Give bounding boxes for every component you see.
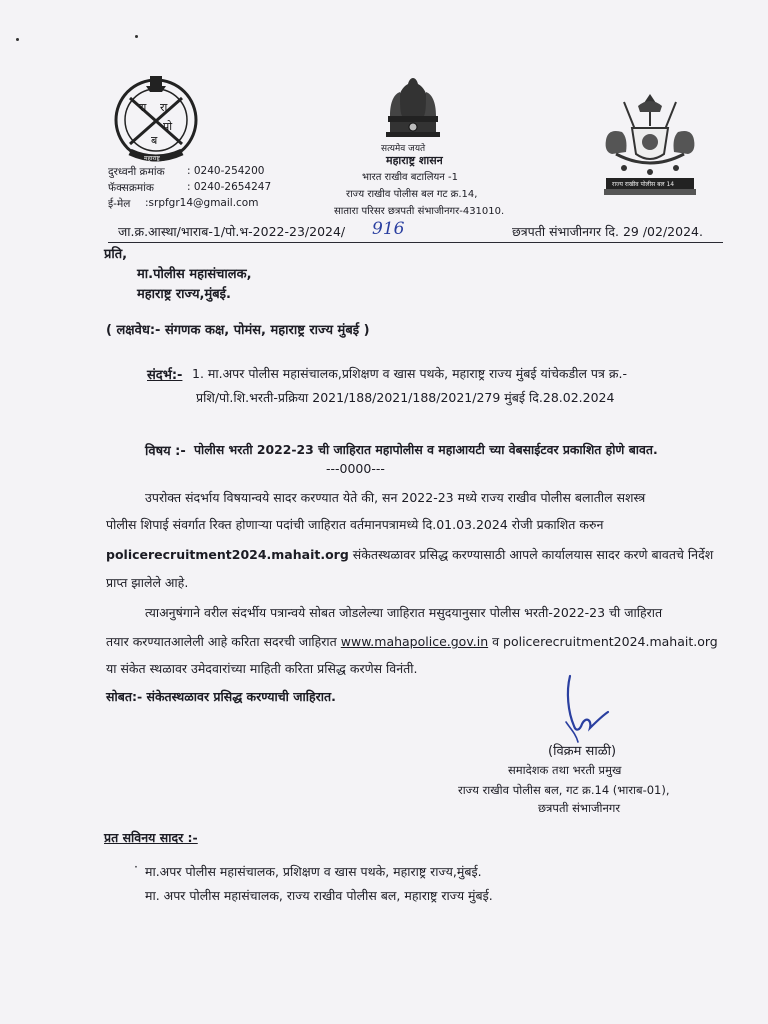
body-p2-line2	[106, 633, 718, 650]
copy-bullet: ·	[134, 859, 138, 874]
speck	[135, 35, 138, 38]
signatory-designation: समादेशक तथा भरती प्रमुख	[508, 763, 622, 777]
enclosure-label: सोबत:-	[106, 689, 143, 704]
contact-phone-label: दुरध्वनी क्रमांक	[108, 166, 165, 178]
recruitment-site-url: policerecruitment2024.mahait.org	[106, 547, 349, 562]
body-p1-line3	[106, 546, 713, 563]
addressee-line2: महाराष्ट्र राज्य,मुंबई.	[137, 287, 231, 302]
header-address: सातारा परिसर छत्रपती संभाजीनगर-431010.	[334, 206, 505, 217]
handwritten-dispatch-number: 916	[372, 219, 405, 239]
body-p2-line1: त्याअनुषंगाने वरील संदर्भीय पत्रान्वये सोबत जोडलेल्या जाहिरात मसुदयानुसार पोलीस भरती-2022-23 ची जाहिरात	[145, 605, 663, 620]
emblem-letter: रा	[160, 101, 168, 114]
subject-label: विषय :-	[145, 444, 186, 459]
signature-mark	[556, 672, 616, 752]
emblem-letter: रा	[139, 101, 147, 114]
subject-text: पोलीस भरती 2022-23 ची जाहिरात महापोलीस व महाआयटी च्या वेबसाईटवर प्रकाशित होणे बावत.	[194, 442, 658, 457]
header-unit: राज्य राखीव पोलीस बल गट क्र.14,	[346, 189, 478, 200]
body-p1-line4: प्राप्त झालेले आहे.	[106, 575, 189, 590]
reference-label: संदर्भ:-	[147, 368, 183, 383]
mahapolice-url: www.mahapolice.gov.in	[340, 634, 489, 649]
contact-email: :srpfgr14@gmail.com	[145, 197, 259, 209]
contact-fax-label: फॅक्सक्रमांक	[108, 182, 154, 194]
addressee-prati: प्रति,	[104, 247, 128, 262]
body-p1-line1: उपरोक्त संदर्भाय विषयान्वये सादर करण्यात येते की, सन 2022-23 मध्ये राज्य राखीव पोलीस बलातील सशस्त्र	[145, 490, 646, 505]
body-p2-line3: या संकेत स्थळावर उमेदवारांच्या माहिती करिता प्रसिद्ध करणेस विनंती.	[106, 661, 418, 676]
crest-banner-text: राज्य राखीव पोलीस बल 14	[612, 181, 675, 188]
emblem-ribbon-text: महाराष्ट्र	[144, 155, 160, 162]
signatory-place: छत्रपती संभाजीनगर	[538, 801, 621, 815]
reference-number: जा.क्र.आस्था/भाराब-1/पो.भ-2022-23/2024/	[118, 224, 346, 239]
header-motto: सत्यमेव जयते	[381, 144, 426, 154]
speck	[16, 38, 19, 41]
national-emblem-icon	[378, 72, 448, 142]
enclosure-line	[106, 688, 336, 705]
addressee-line1: मा.पोलीस महासंचालक,	[137, 267, 252, 282]
subject-separator: ---0000---	[326, 461, 385, 476]
place-date: छत्रपती संभाजीनगर दि. 29 /02/2024.	[512, 224, 703, 239]
emblem-letter: पो	[163, 120, 173, 133]
signatory-unit: राज्य राखीव पोलीस बल, गट क्र.14 (भाराब-01),	[458, 783, 670, 797]
enclosure-text: संकेतस्थळावर प्रसिद्ध करण्याची जाहिरात.	[142, 689, 336, 704]
contact-email-label: ई-मेल	[108, 198, 131, 210]
attention-line: ( लक्षवेध:- संगणक कक्ष, पोमंस, महाराष्ट्र राज्य मुंबई )	[106, 323, 370, 338]
unit-crest-icon	[594, 92, 706, 204]
srpf-emblem-icon	[108, 68, 204, 164]
body-p1-line2: पोलीस शिपाई संवर्गात रिक्त होणाऱ्या पदांची जाहिरात वर्तमानपत्रामध्ये दि.01.03.2024 रोजी प्रकाशित करुन	[106, 517, 604, 532]
body-p2-line2-a: तयार करण्यातआलेली आहे करिता सदरची जाहिरात	[106, 634, 341, 649]
signatory-name: (विक्रम साळी)	[548, 744, 617, 759]
contact-phone: : 0240-254200	[187, 165, 265, 177]
copy-item-1: मा.अपर पोलीस महासंचालक, प्रशिक्षण व खास पथके, महाराष्ट्र राज्य,मुंबई.	[145, 864, 482, 879]
reference-line1: 1. मा.अपर पोलीस महासंचालक,प्रशिक्षण व खास पथके, महाराष्ट्र राज्य मुंबई यांचेकडील पत्र क्र.-	[192, 366, 627, 381]
header-govt: महाराष्ट्र शासन	[386, 154, 443, 167]
copy-item-2: मा. अपर पोलीस महासंचालक, राज्य राखीव पोलीस बल, महाराष्ट्र राज्य मुंबई.	[145, 888, 493, 903]
body-p1-line3-rest: संकेतस्थळावर प्रसिद्ध करण्यासाठी आपले कार्यालयास सादर करणे बावतचे निर्देश	[348, 547, 714, 562]
emblem-letter: ब	[151, 134, 158, 147]
copy-heading: प्रत सविनय सादर :-	[104, 830, 198, 845]
body-p2-line2-b: व policerecruitment2024.mahait.org	[488, 634, 718, 649]
header-battalion: भारत राखीव बटालियन -1	[362, 172, 458, 183]
contact-fax: : 0240-2654247	[187, 181, 272, 193]
reference-line2: प्रशि/पो.शि.भरती-प्रक्रिया 2021/188/2021/188/2021/279 मुंबई दि.28.02.2024	[196, 390, 615, 405]
header-divider	[108, 242, 723, 243]
